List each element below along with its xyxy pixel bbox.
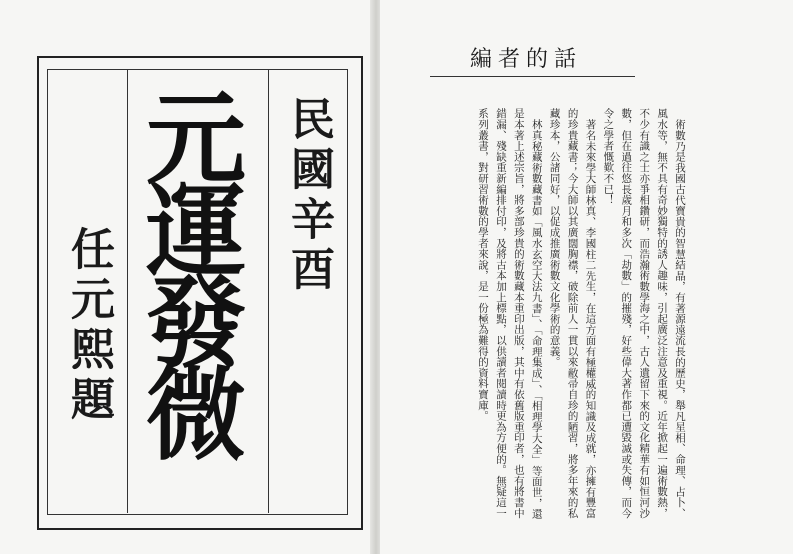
note-paragraph-1: 術數乃是我國古代寶貴的智慧結晶，有著源遠流長的歷史，舉凡星相、命理、占卜、風水等，無不具有奇妙獨特的誘人趣味，引起廣泛注意及重視。近年掀起一遍術數熱，不少有識之士亦爭相鑽研，而浩瀚術數學海之中，古人遺留下來的文化精華有如恒河沙數，但在過往悠長歲月和多次「劫數」的摧殘，好些偉大著作都已遭毀滅或失傳，而今令之學者慨歎不已！ — [602, 108, 686, 519]
title-column-rule-right — [268, 69, 269, 513]
note-paragraph-2: 著名未來學大師林真、李國柱二先生，在這方面有極權威的知識及成就，亦擁有豐富的珍貴藏書；今大師以其廣闊胸襟，破除前人一貫以來敝帚自珍的陋習，將多年來的私藏珍本，公諸同好，以促成推廣術數文化學術的意義。 — [548, 108, 597, 519]
title-column-rule-left — [127, 69, 128, 513]
heading-underline — [430, 76, 635, 77]
editor-note-body — [402, 108, 688, 526]
book-title: 元運發微 — [129, 86, 247, 454]
calligrapher-signature: 任元熙題 — [63, 226, 114, 426]
note-paragraph-3: 林真秘藏術數藏書如「風水玄空大法九書」、「命理集成」、「相理學大全」等面世，還是本著上述宗旨，將多部珍貴的術數藏本重印出版，其中有依舊版重印者，也有將書中錯漏、殘缺重新編排付印，及將古本加上標點，以供讀者閱讀時更為方便的。無疑這一系列叢書，對研習術數的學者來說，是一份極為難得的資料寶庫。 — [477, 108, 543, 519]
era-inscription: 民國辛酉 — [283, 96, 334, 296]
editor-note-heading: 編者的話 — [470, 47, 583, 72]
